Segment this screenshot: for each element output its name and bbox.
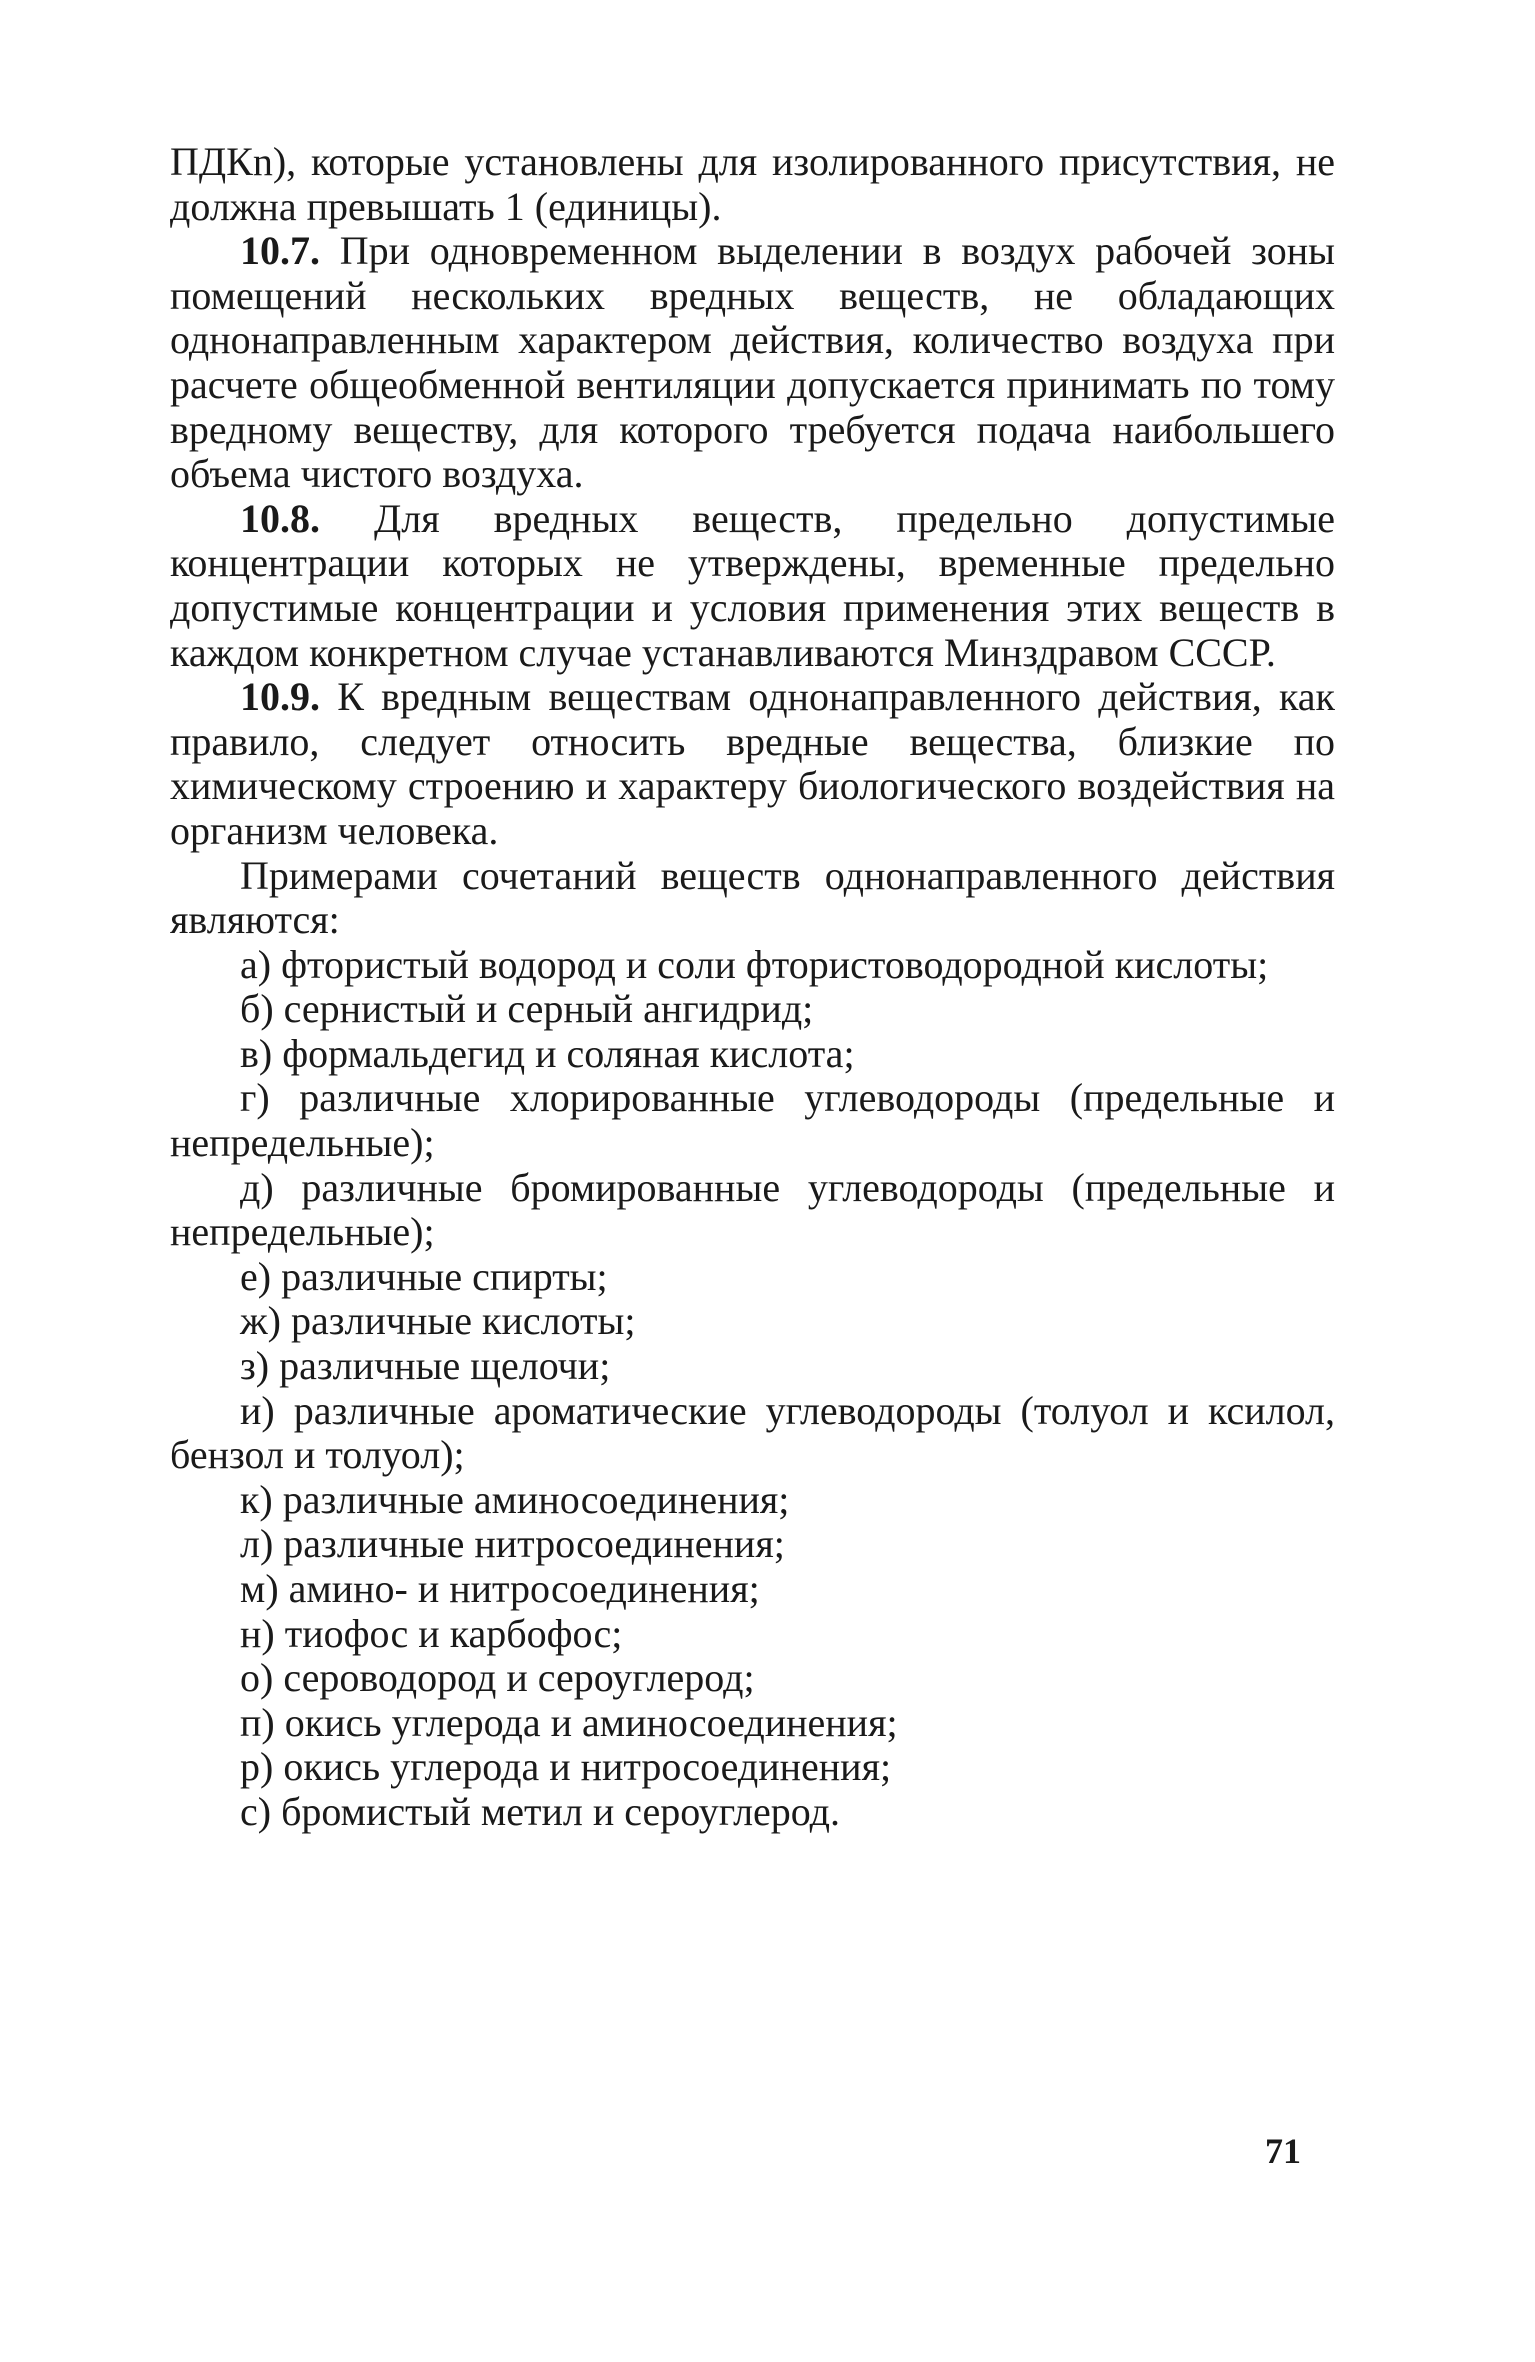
list-item: л) различные нитросоединения;	[240, 1521, 785, 1567]
list-item: ж) различные кислоты;	[240, 1298, 636, 1344]
examples-list	[170, 943, 1335, 1835]
list-item: д) различные бромированные углеводороды (предельные и непредельные);	[170, 1164, 1335, 1255]
list-item: в) формальдегид и соляная кислота;	[240, 1030, 855, 1076]
section-10-8	[170, 497, 1335, 675]
list-item: и) различные ароматические углеводороды (толуол и ксилол, бензол и толуол);	[170, 1387, 1335, 1478]
section-text: К вредным веществам однонаправленного действия, как правило, следует относить вредные вещества, близкие по химическому строению и характеру биологического воздействия на организм человека.	[170, 674, 1335, 853]
section-number: 10.8.	[240, 495, 320, 541]
list-item: п) окись углерода и аминосоединения;	[240, 1699, 898, 1745]
list-item: е) различные спирты;	[240, 1253, 608, 1299]
section-text: Для вредных веществ, предельно допустимые концентрации которых не утверждены, временные предельно допустимые концентрации и условия применения этих веществ в каждом конкретном случае устанавливаются Минздравом СССР.	[170, 495, 1335, 675]
section-text: При одновременном выделении в воздух рабочей зоны помещений нескольких вредных веществ, не обладающих однонаправленным характером действия, количество воздуха при расчете общеобменной вентиляции допускается принимать по тому вредному веществу, для которого требуется подача наибольшего объема чистого воздуха.	[170, 228, 1335, 497]
list-item: н) тиофос и карбофос;	[240, 1610, 623, 1656]
section-number: 10.7.	[240, 228, 320, 274]
list-item: о) сероводород и сероуглерод;	[240, 1655, 755, 1701]
section-number: 10.9.	[240, 674, 320, 720]
list-item: а) фтористый водород и соли фтористоводородной кислоты;	[240, 941, 1269, 987]
intro-paragraph: ПДКn), которые установлены для изолированного присутствия, не должна превышать 1 (единицы).	[170, 139, 1335, 229]
list-item: з) различные щелочи;	[240, 1343, 611, 1389]
list-item: с) бромистый метил и сероуглерод.	[240, 1788, 840, 1834]
list-item: м) амино- и нитросоединения;	[240, 1566, 760, 1611]
section-10-9	[170, 675, 1335, 853]
list-item: г) различные хлорированные углеводороды (предельные и непредельные);	[170, 1075, 1335, 1166]
document-page	[170, 140, 1335, 1835]
examples-intro: Примерами сочетаний веществ однонаправленного действия являются:	[170, 852, 1335, 943]
page-number: 71	[1265, 2131, 1301, 2171]
list-item: б) сернистый и серный ангидрид;	[240, 986, 814, 1032]
list-item: р) окись углерода и нитросоединения;	[240, 1744, 892, 1790]
list-item: к) различные аминосоединения;	[240, 1476, 790, 1522]
section-10-7	[170, 229, 1335, 497]
